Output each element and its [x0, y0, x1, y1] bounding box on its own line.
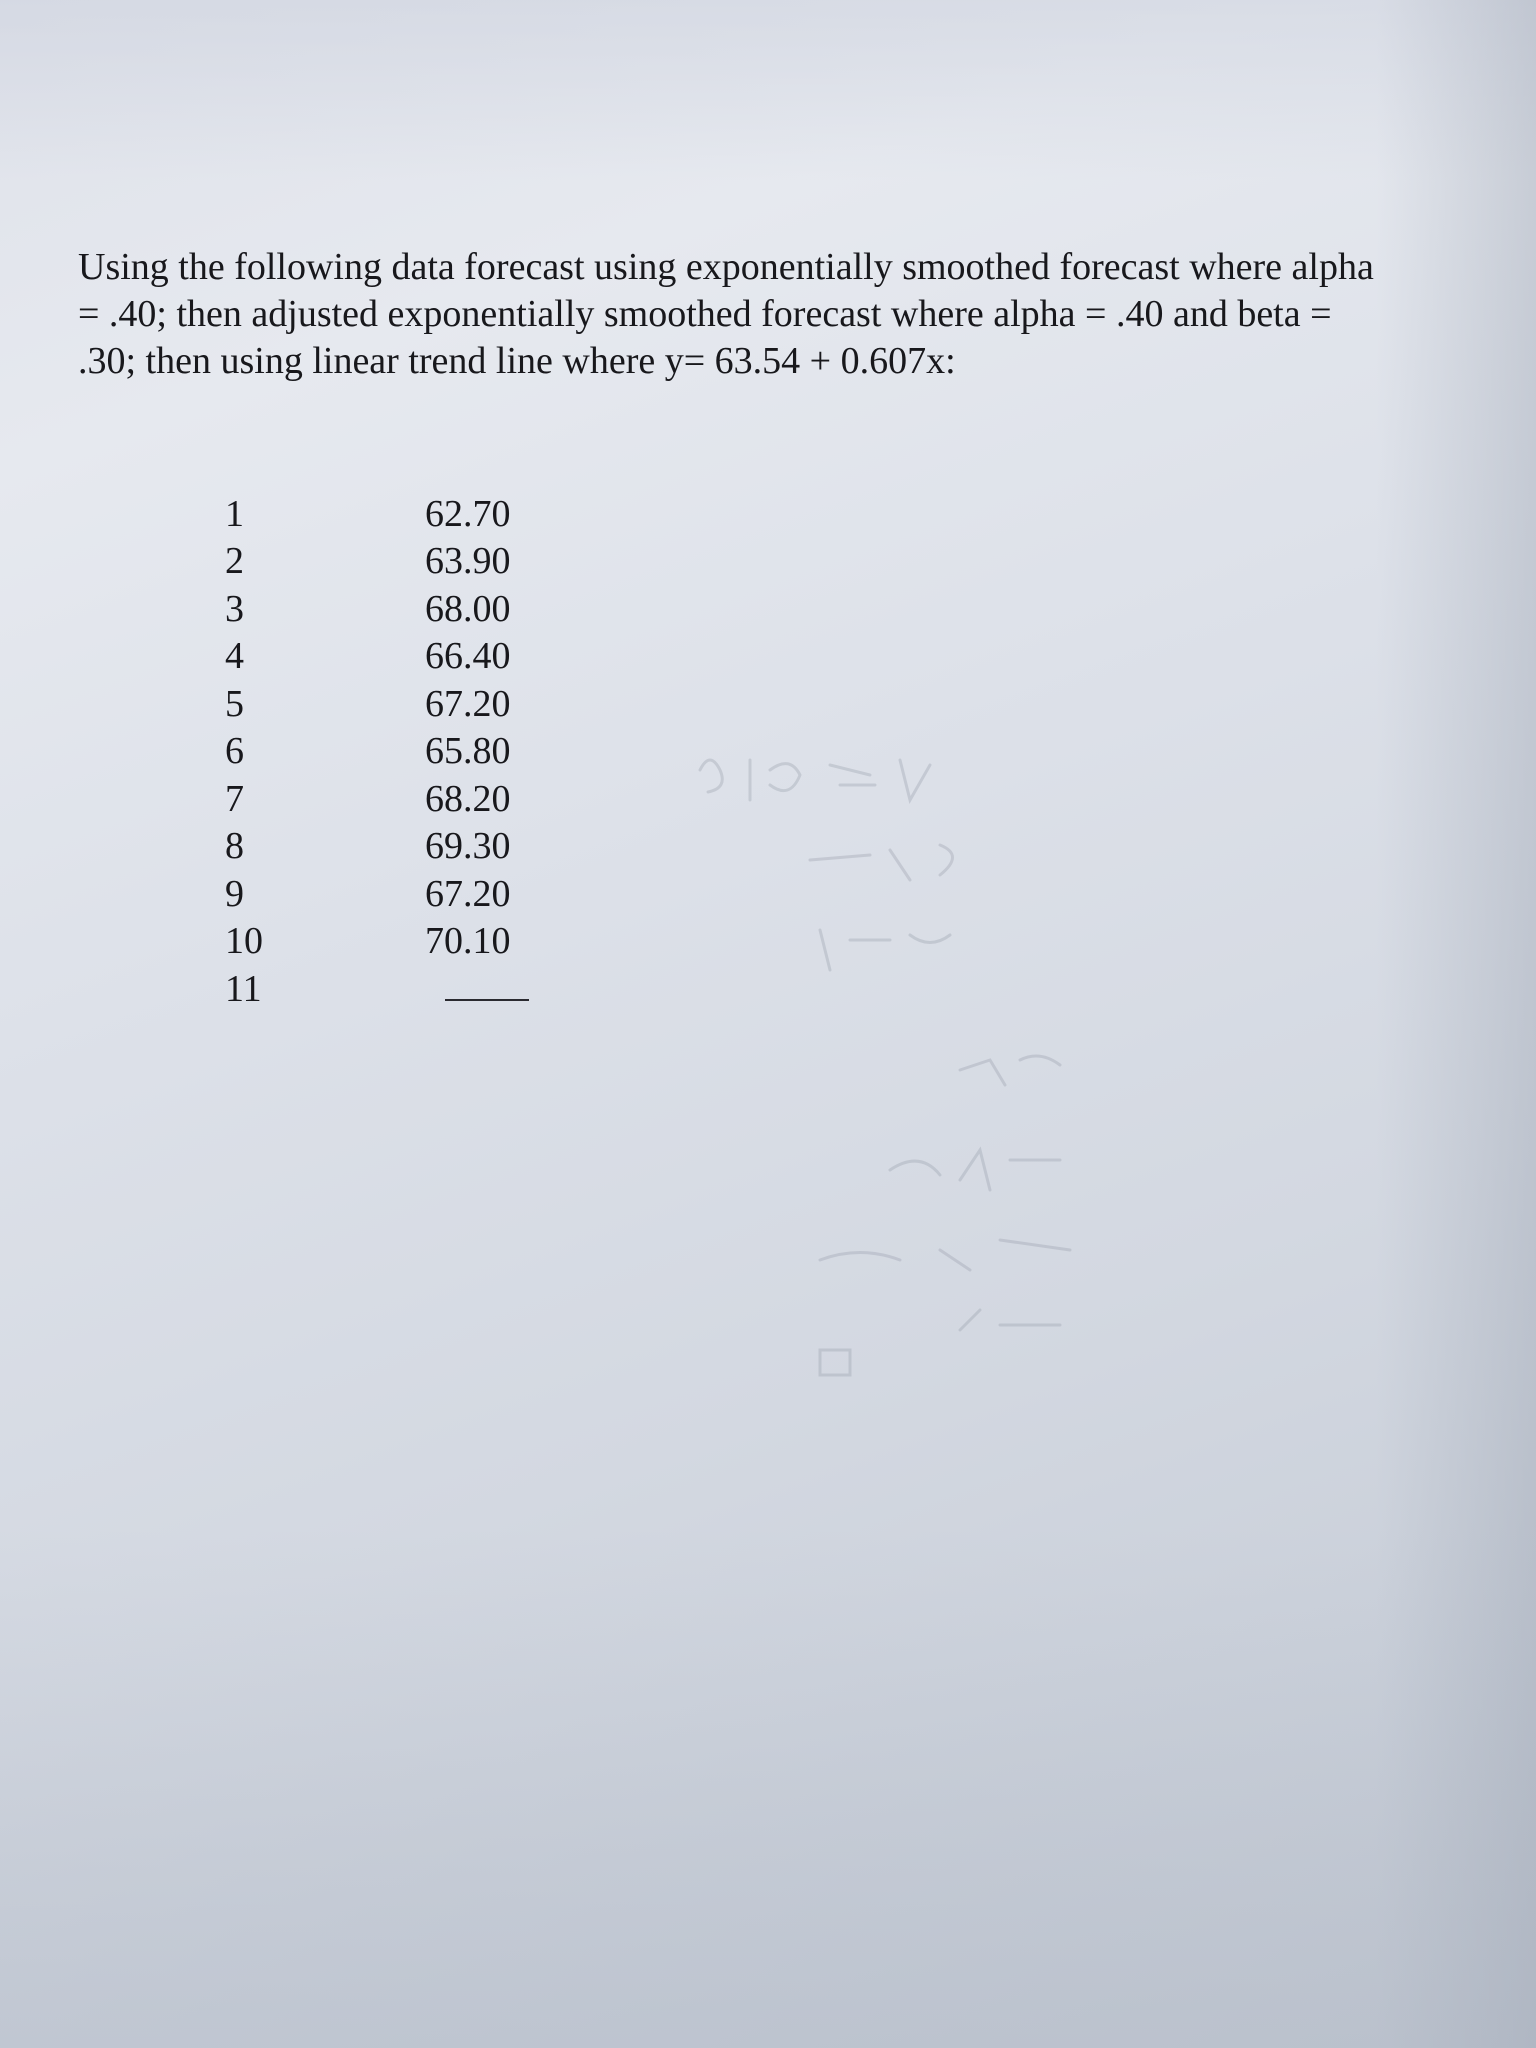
period-cell: 1 [225, 492, 244, 535]
value-cell: 68.00 [425, 587, 511, 630]
period-cell: 10 [225, 920, 263, 963]
value-cell: 66.40 [425, 635, 511, 678]
period-cell: 11 [225, 967, 262, 1010]
value-cell: 62.70 [425, 492, 511, 535]
table-row [200, 775, 555, 823]
value-cell: 70.10 [425, 920, 511, 963]
forecast-blank [425, 965, 555, 1013]
table-row [200, 538, 555, 586]
period-cell: 5 [225, 682, 244, 725]
period-cell: 9 [225, 872, 244, 915]
table-row [200, 728, 555, 776]
table-row [200, 585, 555, 633]
period-cell: 7 [225, 777, 244, 820]
problem-line-3: .30; then using linear trend line where y= 63.54 + 0.607x: [78, 340, 956, 382]
period-cell: 2 [225, 540, 244, 583]
period-cell: 8 [225, 825, 244, 868]
table-row [200, 633, 555, 681]
period-cell: 6 [225, 730, 244, 773]
paper-shadow-top [0, 0, 1536, 180]
paper-shadow-bottom [0, 1528, 1536, 2048]
table-row [200, 870, 555, 918]
bleed-through-marks [660, 740, 1140, 1420]
table-row [200, 490, 555, 538]
table-row-forecast [200, 965, 555, 1013]
value-cell: 63.90 [425, 540, 511, 583]
value-cell: 69.30 [425, 825, 511, 868]
period-cell: 4 [225, 635, 244, 678]
value-cell: 67.20 [425, 872, 511, 915]
problem-line-1: Using the following data forecast using exponentially smoothed forecast where alpha [78, 246, 1374, 288]
table-row [200, 680, 555, 728]
table-row [200, 823, 555, 871]
period-cell: 3 [225, 587, 244, 630]
problem-line-2: = .40; then adjusted exponentially smoothed forecast where alpha = .40 and beta = [78, 293, 1332, 335]
value-cell: 65.80 [425, 730, 511, 773]
blank-answer-line [445, 979, 529, 1001]
data-table [200, 490, 555, 1013]
value-cell: 67.20 [425, 682, 511, 725]
table-row [200, 918, 555, 966]
problem-statement [78, 244, 1478, 385]
value-cell: 68.20 [425, 777, 511, 820]
